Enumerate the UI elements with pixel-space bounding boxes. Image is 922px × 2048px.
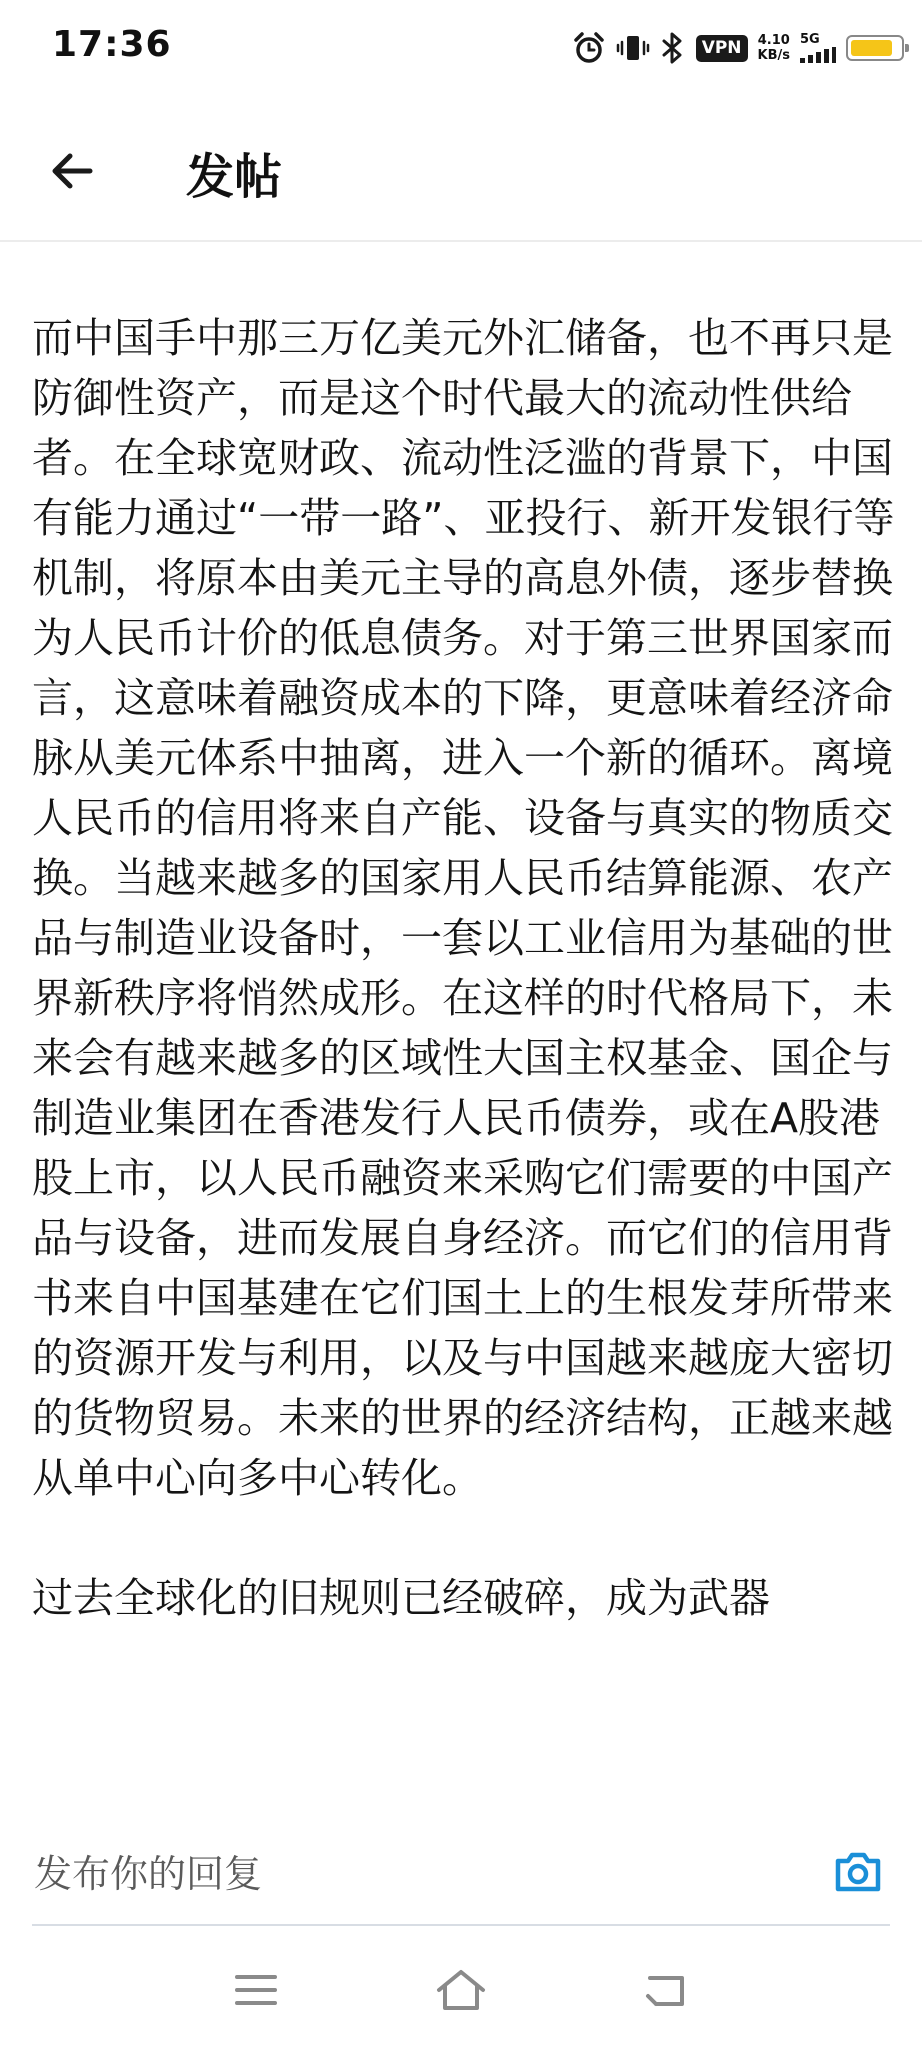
page-title: 发帖: [186, 149, 283, 205]
nav-menu-button[interactable]: [216, 1958, 296, 2022]
home-icon: [435, 1968, 487, 2012]
status-time: 17:36: [52, 24, 172, 65]
menu-icon: [234, 1973, 278, 2007]
post-paragraph: 而中国手中那三万亿美元外汇储备，也不再只是防御性资产，而是这个时代最大的流动性供给者。在全球宽财政、流动性泛滥的背景下，中国有能力通过“一带一路”、亚投行、新开发银行等机制，将原本由美元主导的高息外债，逐步替换为人民币计价的低息债务。对于第三世界国家而言，这意味着融资成本的下降，更意味着经济命脉从美元体系中抽离，进入一个新的循环。离境人民币的信用将来自产能、设备与真实的物质交换。当越来越多的国家用人民币结算能源、农产品与制造业设备时，一套以工业信用为基础的世界新秩序将悄然成形。在这样的时代格局下，未来会有越来越多的区域性大国主权基金、国企与制造业集团在香港发行人民币债券，或在A股港股上市，以人民币融资来采购它们需要的中国产品与设备，进而发展自身经济。而它们的信用背书来自中国基建在它们国土上的生根发芽所带来的资源开发与利用，以及与中国越来越庞大密切的货物贸易。未来的世界的经济结构，正越来越从单中心向多中心转化。: [32, 314, 895, 1502]
back-return-icon: [644, 1970, 688, 2010]
battery-level: [851, 40, 892, 56]
bluetooth-icon: [660, 31, 686, 65]
vibrate-icon: [616, 31, 650, 65]
reply-input[interactable]: [32, 1846, 816, 1902]
status-bar: [0, 0, 922, 100]
back-button[interactable]: [36, 138, 108, 204]
post-content[interactable]: [0, 240, 922, 1812]
app-bar: [0, 100, 922, 242]
paragraph-gap: [32, 1508, 898, 1568]
reply-bar: [0, 1812, 922, 1930]
net-speed-unit: KB/s: [757, 48, 790, 63]
reply-underline: [32, 1924, 890, 1926]
post-body: [32, 188, 898, 1628]
nav-back-button[interactable]: [626, 1958, 706, 2022]
vpn-badge: VPN: [696, 35, 748, 62]
battery-icon: [846, 35, 904, 61]
nav-home-button[interactable]: [421, 1958, 501, 2022]
arrow-left-icon: [50, 151, 94, 191]
net-speed-value: 4.10: [757, 33, 790, 48]
network-type: 5G: [800, 32, 820, 47]
status-icons: [572, 26, 904, 70]
camera-button[interactable]: [830, 1844, 886, 1900]
paragraph-gap: [32, 248, 898, 308]
camera-icon: [833, 1850, 883, 1894]
system-nav-bar: [0, 1930, 922, 2048]
network-indicator: [800, 33, 836, 63]
net-speed: [758, 33, 790, 63]
signal-icon: [800, 47, 836, 63]
alarm-icon: [572, 31, 606, 65]
post-cut-bottom-line: 过去全球化的旧规则已经破碎，成为武器: [32, 1574, 770, 1622]
